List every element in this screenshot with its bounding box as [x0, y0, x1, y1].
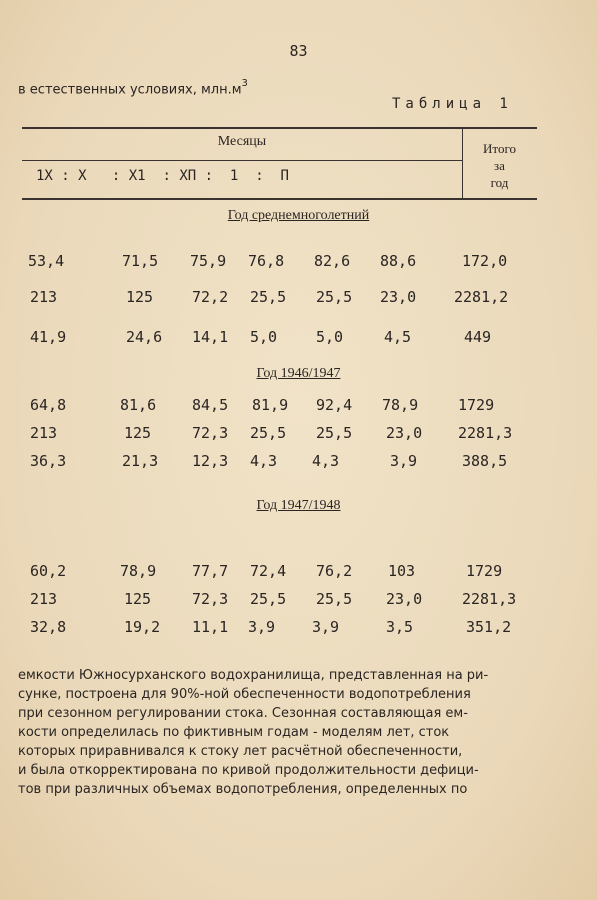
body-paragraph	[18, 666, 578, 799]
table-cell: 21,3	[122, 452, 159, 470]
table-row	[0, 424, 597, 444]
table-cell: 103	[388, 562, 416, 580]
table-cell: 77,7	[192, 562, 229, 580]
paragraph-line: емкости Южносурханского водохранилища, представленная на ри-	[18, 668, 489, 683]
table-cell: 25,5	[250, 424, 287, 442]
table-cell: 3,9	[312, 618, 340, 636]
table-row	[0, 328, 597, 348]
table-cell: 213	[30, 590, 58, 608]
table-cell: 41,9	[30, 328, 67, 346]
table-header-bottom-rule	[22, 198, 537, 200]
table-cell: 82,6	[314, 252, 351, 270]
table-row	[0, 590, 597, 610]
section-title: Год 1946/1947	[256, 366, 341, 381]
table-row	[0, 618, 597, 638]
table-cell: 3,9	[248, 618, 276, 636]
table-cell: 64,8	[30, 396, 67, 414]
months-header: Месяцы	[217, 134, 267, 149]
table-cell: 125	[124, 590, 152, 608]
month-label: 1Х	[36, 168, 53, 184]
table-cell: 2281,3	[458, 424, 513, 442]
table-cell: 125	[124, 424, 152, 442]
section-title: Год 1947/1948	[256, 498, 341, 513]
paragraph-line: и была откорректирована по кривой продолжительности дефици-	[18, 763, 479, 778]
table-row	[0, 452, 597, 472]
table-cell: 92,4	[316, 396, 353, 414]
table-cell: 23,0	[380, 288, 417, 306]
table-cell: 84,5	[192, 396, 229, 414]
table-cell: 81,9	[252, 396, 289, 414]
table-cell: 213	[30, 288, 58, 306]
table-cell: 4,5	[384, 328, 412, 346]
table-cell: 53,4	[28, 252, 65, 270]
table-cell: 72,3	[192, 590, 229, 608]
table-cell: 1729	[458, 396, 495, 414]
table-cell: 4,3	[312, 452, 340, 470]
table-cell: 23,0	[386, 590, 423, 608]
table-cell: 388,5	[462, 452, 508, 470]
table-cell: 36,3	[30, 452, 67, 470]
table-cell: 72,4	[250, 562, 287, 580]
table-cell: 12,3	[192, 452, 229, 470]
table-cell: 78,9	[382, 396, 419, 414]
month-label: Х	[78, 168, 87, 184]
page-number: 83	[289, 42, 308, 60]
table-header-divider	[22, 160, 462, 161]
table-cell: 72,2	[192, 288, 229, 306]
table-row	[0, 396, 597, 416]
table-cell: 2281,2	[454, 288, 509, 306]
caption-text: в естественных условиях, млн.м	[18, 82, 242, 98]
total-header-line: за	[494, 158, 505, 173]
table-cell: 25,5	[250, 288, 287, 306]
total-header-line: год	[490, 175, 509, 190]
table-cell: 76,2	[316, 562, 353, 580]
month-label: П	[280, 168, 289, 184]
months-row: 1Х : Х : Х1 : ХП : 1 : П	[36, 168, 289, 184]
table-cell: 75,9	[190, 252, 227, 270]
table-cell: 14,1	[192, 328, 229, 346]
caption-superscript: 3	[241, 78, 248, 89]
table-cell: 5,0	[250, 328, 278, 346]
table-cell: 71,5	[122, 252, 159, 270]
table-cell: 19,2	[124, 618, 161, 636]
table-cell: 25,5	[250, 590, 287, 608]
table-cell: 351,2	[466, 618, 512, 636]
table-cell: 11,1	[192, 618, 229, 636]
table-row	[0, 252, 597, 272]
total-header-line: Итого	[483, 141, 516, 156]
table-caption	[18, 80, 248, 97]
table-cell: 81,6	[120, 396, 157, 414]
table-cell: 172,0	[462, 252, 508, 270]
paragraph-line: при сезонном регулировании стока. Сезонная составляющая ем-	[18, 706, 468, 721]
table-cell: 5,0	[316, 328, 344, 346]
table-cell: 125	[126, 288, 154, 306]
table-cell: 78,9	[120, 562, 157, 580]
table-cell: 3,9	[390, 452, 418, 470]
table-cell: 24,6	[126, 328, 163, 346]
section-title: Год среднемноголетний	[227, 208, 370, 223]
paragraph-line: тов при различных объемах водопотребления, определенных по	[18, 782, 468, 797]
table-cell: 23,0	[386, 424, 423, 442]
table-cell: 72,3	[192, 424, 229, 442]
month-label: ХП	[179, 168, 197, 184]
table-cell: 4,3	[250, 452, 278, 470]
table-cell: 2281,3	[462, 590, 517, 608]
paragraph-line: кости определилась по фиктивным годам - моделям лет, сток	[18, 725, 450, 740]
paragraph-line: которых приравнивался к стоку лет расчётной обеспеченности,	[18, 744, 463, 759]
table-label: Таблица 1	[392, 96, 513, 112]
month-label: 1	[229, 168, 239, 184]
table-cell: 3,5	[386, 618, 414, 636]
table-cell: 25,5	[316, 590, 353, 608]
total-header	[462, 140, 537, 191]
table-cell: 76,8	[248, 252, 285, 270]
table-cell: 88,6	[380, 252, 417, 270]
table-row	[0, 562, 597, 582]
table-cell: 1729	[466, 562, 503, 580]
table-cell: 25,5	[316, 288, 353, 306]
month-label: Х1	[128, 168, 146, 184]
table-row	[0, 288, 597, 308]
table-cell: 60,2	[30, 562, 67, 580]
table-cell: 213	[30, 424, 58, 442]
table-cell: 25,5	[316, 424, 353, 442]
table-cell: 449	[464, 328, 492, 346]
table-cell: 32,8	[30, 618, 67, 636]
table-top-rule	[22, 127, 537, 129]
paragraph-line: сунке, построена для 90%-ной обеспеченности водопотребления	[18, 687, 471, 702]
